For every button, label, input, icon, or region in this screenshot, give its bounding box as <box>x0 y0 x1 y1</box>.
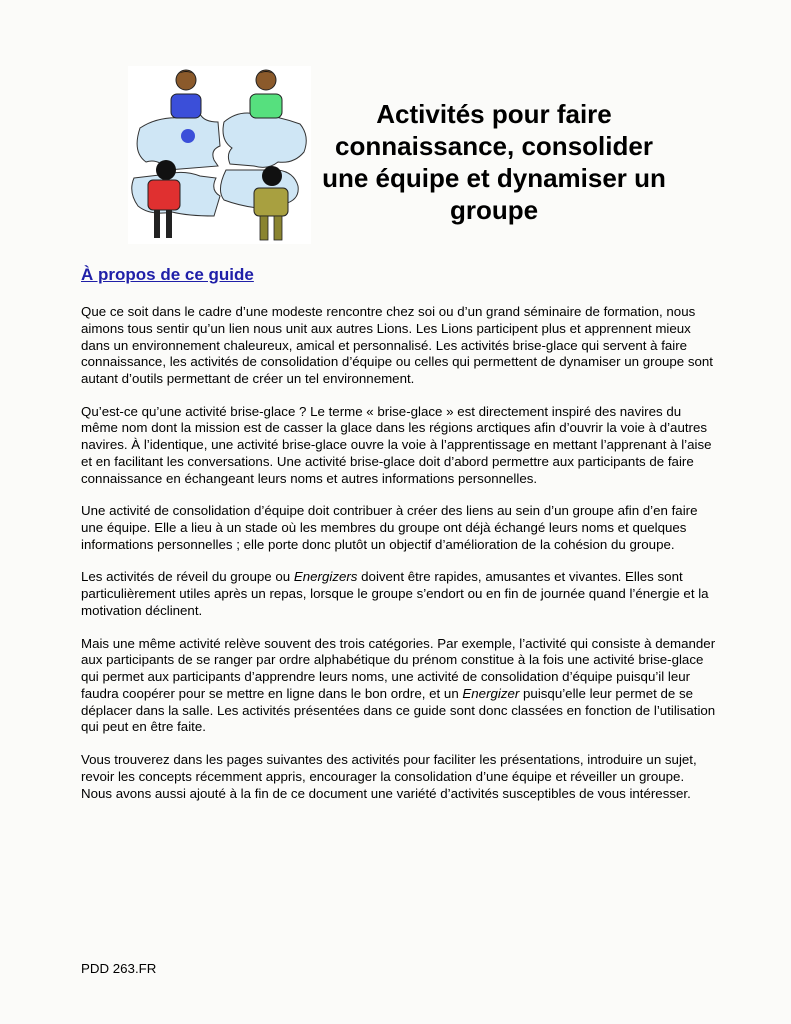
paragraph-text: Les activités de réveil du groupe ou <box>81 569 294 585</box>
paragraph: Qu’est-ce qu’une activité brise-glace ? Le terme « brise-glace » est directement inspiré des navires du même nom dont la mission est de casser la glace dans les régions arctiques afin d’ouvrir la voie à d’autres navires. À l’identique, une activité brise-glace ouvre la voie à l’apprentissage en mettant l’apprenant à l’aise et en facilitant les conversations. Une activité brise-glace doit d’abord permettre aux participants de faire connaissance en échangeant leurs noms et autres informations personnelles. <box>81 403 712 486</box>
person-green <box>250 70 282 118</box>
section-heading: À propos de ce guide <box>81 265 254 284</box>
puzzle-people-illustration <box>128 66 311 244</box>
paragraph-text: Mais une même activité relève souvent des trois catégories. Par exemple, l’activité qui consiste à demander aux participants de se ranger par ordre alphabétique du prénom constitue à la fois une activité brise-glace qui permet aux participants d’apprendre leurs noms, une activité de consolidation d’équipe puisqu’il leur faudra coopérer pour se mettre en ligne dans le bon ordre, et un <box>81 635 716 701</box>
paragraph: Une activité de consolidation d’équipe doit contribuer à créer des liens au sein d’un groupe afin d’en faire une équipe. Elle a lieu à un stade où les membres du groupe ont déjà échangé leurs noms et quelques informations personnelles ; elle porte donc plutôt un objectif d’amélioration de la cohésion du groupe. <box>81 503 698 552</box>
paragraph <box>81 636 717 737</box>
emphasis-term: Energizer <box>462 685 520 701</box>
document-code: PDD 263.FR <box>81 961 157 976</box>
emphasis-term: Energizers <box>293 569 358 585</box>
page-title: Activités pour faire connaissance, consolider une équipe et dynamiser un groupe <box>322 99 666 225</box>
paragraph-text: doivent être rapides, amusantes et vivantes. Elles sont particulièrement utiles après un repas, lorsque le groupe s’endort ou en fin de journée quand l’énergie et la motivation déclinent. <box>81 569 709 619</box>
puzzle-piece-top-right <box>223 113 306 167</box>
paragraph: Que ce soit dans le cadre d’une modeste rencontre chez soi ou d’un grand séminaire de formation, nous aimons tous sentir qu’un lien nous unit aux autres Lions. Les Lions participent plus et apprennent mieux dans un environnement chaleureux, amical et personnalisé. Les activités brise-glace qui servent à faire connaissance, les activités de consolidation d’équipe ou celles qui permettent de dynamiser un groupe sont autant d’outils permettant de créer un tel environnement. <box>81 304 713 387</box>
body-text <box>81 304 717 818</box>
paragraph-text: puisqu’elle leur permet de se déplacer dans la salle. Les activités présentées dans ce guide sont donc classées en fonction de l’utilisation qui peut en être faite. <box>81 685 716 735</box>
person-red <box>148 160 180 238</box>
paragraph: Vous trouverez dans les pages suivantes des activités pour faciliter les présentations, introduire un sujet, revoir les concepts récemment appris, encourager la consolidation d’une équipe et réveiller un groupe. Nous avons aussi ajouté à la fin de ce document une variété d’activités susceptibles de vous intéresser. <box>81 751 697 801</box>
puzzle-piece-top-left <box>137 112 220 170</box>
paragraph <box>81 569 717 619</box>
